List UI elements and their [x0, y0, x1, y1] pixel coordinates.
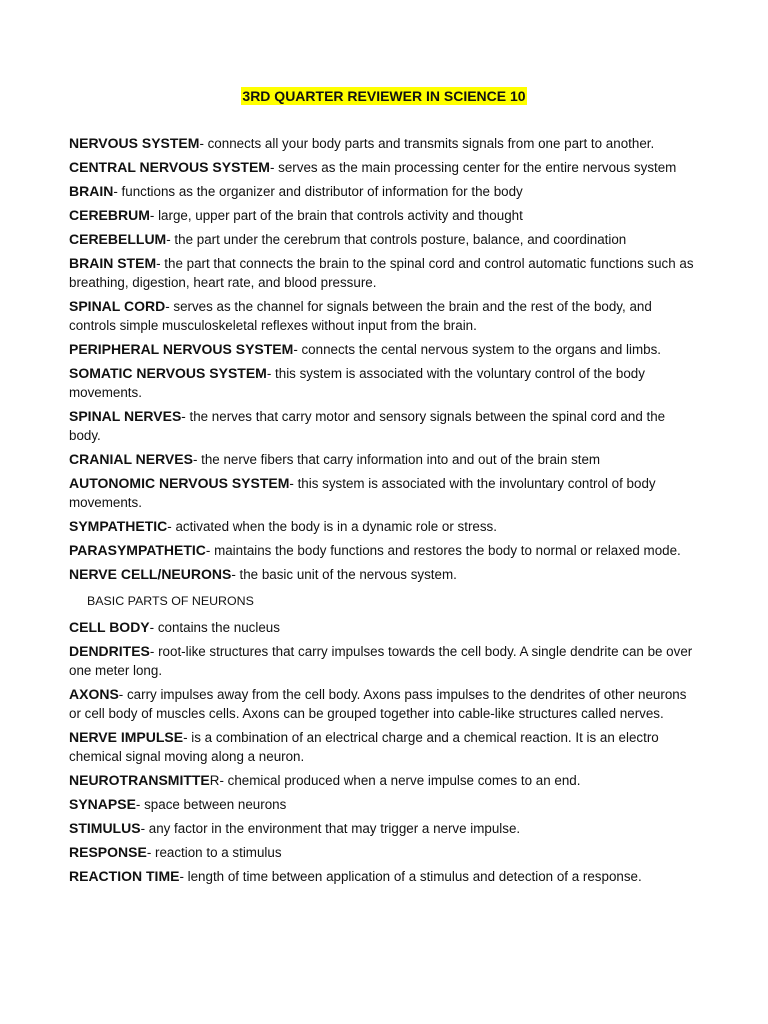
glossary-term: SOMATIC NERVOUS SYSTEM — [69, 365, 267, 381]
glossary-entry — [69, 618, 699, 637]
glossary-term: NEUROTRANSMITTE — [69, 772, 210, 788]
glossary-definition: - the nerve fibers that carry information into and out of the brain stem — [192, 452, 601, 467]
glossary-definition: - any factor in the environment that may trigger a nerve impulse. — [140, 821, 521, 836]
glossary-term: SPINAL NERVES — [69, 408, 182, 424]
glossary-term: DENDRITES — [69, 643, 150, 659]
glossary-definition: - serves as the main processing center for the entire nervous system — [269, 160, 677, 175]
glossary-entry — [69, 182, 699, 201]
glossary-term: NERVE IMPULSE — [69, 729, 184, 745]
glossary-term: PERIPHERAL NERVOUS SYSTEM — [69, 341, 294, 357]
glossary-definition: - serves as the channel for signals between the brain and the rest of the body, and controls simple musculoskeletal reflexes without input from the brain. — [69, 299, 652, 333]
glossary-definition: - space between neurons — [135, 797, 287, 812]
glossary-term: CEREBELLUM — [69, 231, 167, 247]
glossary-term: NERVE CELL/NEURONS — [69, 566, 232, 582]
glossary-term: PARASYMPATHETIC — [69, 542, 206, 558]
glossary — [69, 134, 699, 891]
glossary-part-2 — [69, 618, 699, 886]
glossary-definition: - contains the nucleus — [149, 620, 280, 635]
glossary-term: AUTONOMIC NERVOUS SYSTEM — [69, 475, 290, 491]
glossary-term: BRAIN STEM — [69, 255, 157, 271]
glossary-entry — [69, 565, 699, 584]
glossary-entry — [69, 728, 699, 766]
glossary-entry — [69, 517, 699, 536]
glossary-definition: - the part under the cerebrum that controls posture, balance, and coordination — [166, 232, 627, 247]
glossary-entry — [69, 867, 699, 886]
glossary-definition: - this system is associated with the involuntary control of body movements. — [69, 476, 656, 510]
glossary-definition: - this system is associated with the voluntary control of the body movements. — [69, 366, 645, 400]
glossary-entry — [69, 206, 699, 225]
glossary-entry — [69, 230, 699, 249]
glossary-term: CENTRAL NERVOUS SYSTEM — [69, 159, 270, 175]
glossary-definition: - maintains the body functions and restores the body to normal or relaxed mode. — [205, 543, 681, 558]
glossary-term: SYNAPSE — [69, 796, 136, 812]
glossary-entry — [69, 541, 699, 560]
glossary-definition: - reaction to a stimulus — [146, 845, 282, 860]
glossary-entry — [69, 364, 699, 402]
glossary-definition: - functions as the organizer and distributor of information for the body — [113, 184, 523, 199]
glossary-entry — [69, 134, 699, 153]
glossary-definition: - length of time between application of a stimulus and detection of a response. — [179, 869, 642, 884]
glossary-entry — [69, 340, 699, 359]
glossary-entry — [69, 843, 699, 862]
glossary-entry — [69, 254, 699, 292]
glossary-definition: - the basic unit of the nervous system. — [231, 567, 457, 582]
glossary-entry — [69, 474, 699, 512]
glossary-entry — [69, 407, 699, 445]
glossary-definition: - activated when the body is in a dynamic role or stress. — [167, 519, 497, 534]
glossary-definition: - the nerves that carry motor and sensory signals between the spinal cord and the body. — [69, 409, 666, 443]
glossary-term: SPINAL CORD — [69, 298, 166, 314]
document-title: 3RD QUARTER REVIEWER IN SCIENCE 10 — [242, 88, 526, 104]
glossary-entry — [69, 158, 699, 177]
glossary-term: CELL BODY — [69, 619, 150, 635]
glossary-term: STIMULUS — [69, 820, 141, 836]
glossary-term: CEREBRUM — [69, 207, 150, 223]
glossary-entry — [69, 642, 699, 680]
sub-heading: BASIC PARTS OF NEURONS — [87, 594, 254, 608]
glossary-term: AXONS — [69, 686, 119, 702]
glossary-definition: - connects all your body parts and transmits signals from one part to another. — [199, 136, 655, 151]
glossary-entry — [69, 685, 699, 723]
glossary-term: BRAIN — [69, 183, 114, 199]
title-wrap — [0, 87, 768, 106]
glossary-definition: R- chemical produced when a nerve impulse comes to an end. — [209, 773, 581, 788]
glossary-entry — [69, 297, 699, 335]
glossary-term: RESPONSE — [69, 844, 147, 860]
glossary-definition: - connects the cental nervous system to the organs and limbs. — [293, 342, 661, 357]
glossary-entry — [69, 819, 699, 838]
glossary-entry — [69, 771, 699, 790]
glossary-term: CRANIAL NERVES — [69, 451, 193, 467]
glossary-part-1 — [69, 134, 699, 584]
glossary-definition: - root-like structures that carry impulses towards the cell body. A single dendrite can be over one meter long. — [69, 644, 693, 678]
glossary-definition: - is a combination of an electrical charge and a chemical reaction. It is an electro chemical signal moving along a neuron. — [69, 730, 659, 764]
glossary-entry — [69, 795, 699, 814]
glossary-definition: - the part that connects the brain to the spinal cord and control automatic functions such as breathing, digestion, heart rate, and blood pressure. — [69, 256, 694, 290]
glossary-definition: - large, upper part of the brain that controls activity and thought — [149, 208, 523, 223]
glossary-entry — [69, 450, 699, 469]
glossary-definition: - carry impulses away from the cell body. Axons pass impulses to the dendrites of other neurons or cell body of muscles cells. Axons can be grouped together into cable-like structures called nerves. — [69, 687, 687, 721]
glossary-term: NERVOUS SYSTEM — [69, 135, 200, 151]
glossary-term: SYMPATHETIC — [69, 518, 168, 534]
glossary-term: REACTION TIME — [69, 868, 180, 884]
